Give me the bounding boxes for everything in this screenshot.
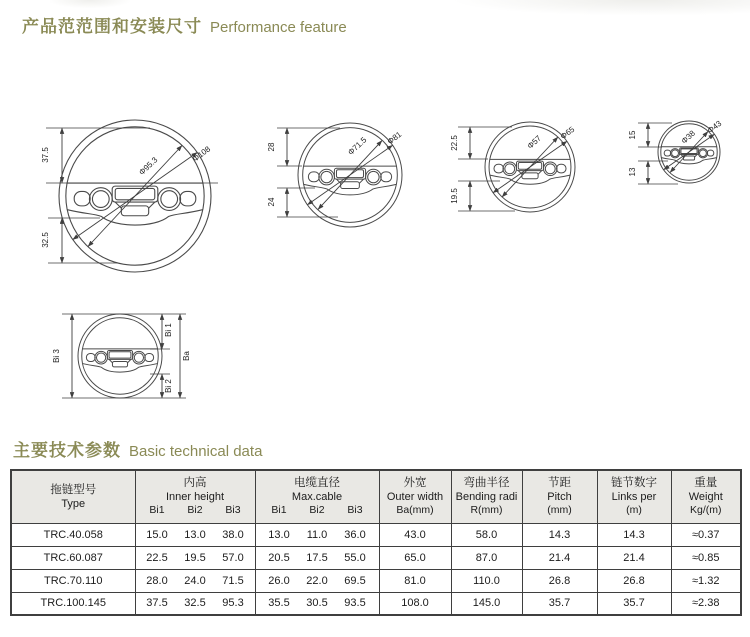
header-bending-radius xyxy=(451,470,522,523)
value-bi1: 13.0 xyxy=(268,528,290,541)
cell-pitch: 26.8 xyxy=(522,569,597,592)
cell-type: TRC.100.145 xyxy=(11,592,135,615)
cell-outer-width: 81.0 xyxy=(379,569,451,592)
table-row xyxy=(11,546,741,569)
cell-bending-radius: 145.0 xyxy=(451,592,522,615)
value-bi2: 32.5 xyxy=(184,597,206,610)
header-cable-bi1: Bi1 xyxy=(271,504,287,517)
inner-diameter-label: Φ71.5 xyxy=(346,135,369,157)
value-bi1: 26.0 xyxy=(268,574,290,587)
dim-label-bi1: Bi 1 xyxy=(164,323,173,337)
inner-diameter-label: Φ38 xyxy=(679,128,697,146)
value-bi1: 35.5 xyxy=(268,597,290,610)
value-bi1: 28.0 xyxy=(146,574,168,587)
header-inner-bi1: Bi1 xyxy=(149,504,165,517)
header-max-cable xyxy=(255,470,379,523)
value-bi1: 15.0 xyxy=(146,528,168,541)
value-bi1: 22.5 xyxy=(146,551,168,564)
header-outer-zh: 外宽 xyxy=(403,477,427,490)
height-dim-bottom-label: 13 xyxy=(628,167,637,177)
header-inner-bi2: Bi2 xyxy=(187,504,203,517)
header-type xyxy=(11,470,135,523)
basic-technical-data-table xyxy=(10,469,740,616)
dim-label-bi3: Bi 3 xyxy=(52,349,61,363)
header-type-zh: 拖链型号 xyxy=(50,483,97,496)
technical-section-title xyxy=(13,436,262,461)
cell-pitch: 14.3 xyxy=(522,523,597,546)
header-cable-bi3: Bi3 xyxy=(347,504,363,517)
cross-section-diagram-size-100 xyxy=(41,120,218,272)
cell-inner-height xyxy=(135,569,255,592)
header-inner-en: Inner height xyxy=(165,491,225,504)
mounting-dimension-diagram xyxy=(52,314,191,398)
cell-weight: ≈0.37 xyxy=(671,523,741,546)
height-dim-top-label: 28 xyxy=(267,142,276,152)
table-row xyxy=(11,592,741,615)
cell-outer-width: 43.0 xyxy=(379,523,451,546)
value-bi2: 19.5 xyxy=(184,551,206,564)
header-type-en: Type xyxy=(61,497,86,510)
header-inner-sub xyxy=(136,504,255,517)
header-bending-en: Bending radi xyxy=(455,491,518,504)
cell-type: TRC.60.087 xyxy=(11,546,135,569)
cell-links-per: 21.4 xyxy=(597,546,671,569)
cell-max-cable xyxy=(255,546,379,569)
cell-weight: ≈2.38 xyxy=(671,592,741,615)
header-cable-sub xyxy=(256,504,379,517)
height-dim-top-label: 15 xyxy=(628,130,637,140)
value-bi3: 93.5 xyxy=(344,597,366,610)
inner-diameter-label: Φ95.3 xyxy=(137,155,160,177)
header-links-en: Links per xyxy=(611,491,657,504)
cell-max-cable xyxy=(255,523,379,546)
cell-outer-width: 108.0 xyxy=(379,592,451,615)
header-links-unit: (m) xyxy=(626,504,642,517)
header-outer-width xyxy=(379,470,451,523)
cell-inner-height xyxy=(135,523,255,546)
cell-links-per: 14.3 xyxy=(597,523,671,546)
cross-section-diagram-size-60 xyxy=(450,122,577,212)
cross-section-diagram-size-70 xyxy=(267,123,404,227)
cell-type: TRC.70.110 xyxy=(11,569,135,592)
table-header-row xyxy=(11,470,741,523)
header-pitch-zh: 节距 xyxy=(548,477,571,490)
value-bi3: 95.3 xyxy=(222,597,244,610)
header-cable-zh: 电缆直径 xyxy=(294,477,340,490)
value-bi2: 30.5 xyxy=(306,597,328,610)
header-weight-zh: 重量 xyxy=(694,477,718,490)
header-inner-height xyxy=(135,470,255,523)
height-dim-top-label: 37.5 xyxy=(41,147,50,163)
header-outer-unit: Ba(mm) xyxy=(396,504,434,517)
height-dim-top-label: 22.5 xyxy=(450,135,459,151)
header-links-zh: 链节数字 xyxy=(611,477,657,490)
dim-label-ba: Ba xyxy=(182,351,191,361)
cell-links-per: 26.8 xyxy=(597,569,671,592)
cell-weight: ≈0.85 xyxy=(671,546,741,569)
value-bi3: 71.5 xyxy=(222,574,244,587)
cell-inner-height xyxy=(135,546,255,569)
outer-diameter-label: Φ43 xyxy=(705,118,724,136)
header-weight-unit: Kg/(m) xyxy=(690,504,722,517)
value-bi2: 24.0 xyxy=(184,574,206,587)
outer-diameter-label: Φ81 xyxy=(385,129,404,147)
dim-label-bi2: Bi 2 xyxy=(164,379,173,393)
header-pitch-unit: (mm) xyxy=(547,504,572,517)
header-weight xyxy=(671,470,741,523)
value-bi3: 38.0 xyxy=(222,528,244,541)
value-bi3: 36.0 xyxy=(344,528,366,541)
height-dim-bottom-label: 24 xyxy=(267,197,276,207)
outer-diameter-label: Φ108 xyxy=(190,144,213,164)
header-bending-unit: R(mm) xyxy=(470,504,503,517)
value-bi2: 22.0 xyxy=(306,574,328,587)
value-bi3: 57.0 xyxy=(222,551,244,564)
header-weight-en: Weight xyxy=(688,491,723,504)
header-bending-zh: 弯曲半径 xyxy=(463,477,510,490)
performance-title-en: Performance feature xyxy=(210,19,347,36)
value-bi2: 13.0 xyxy=(184,528,206,541)
header-cable-en: Max.cable xyxy=(291,491,343,504)
performance-title-zh: 产品范范围和安装尺寸 xyxy=(22,17,202,36)
inner-diameter-label: Φ57 xyxy=(525,133,543,151)
technical-title-en: Basic technical data xyxy=(129,443,263,460)
cell-links-per: 35.7 xyxy=(597,592,671,615)
table-row xyxy=(11,523,741,546)
cell-max-cable xyxy=(255,569,379,592)
header-links-per xyxy=(597,470,671,523)
value-bi3: 55.0 xyxy=(344,551,366,564)
value-bi2: 11.0 xyxy=(306,528,328,541)
cross-section-diagram-size-40 xyxy=(628,118,724,184)
cell-max-cable xyxy=(255,592,379,615)
value-bi1: 37.5 xyxy=(146,597,168,610)
value-bi1: 20.5 xyxy=(268,551,290,564)
height-dim-bottom-label: 19.5 xyxy=(450,188,459,204)
cell-bending-radius: 110.0 xyxy=(451,569,522,592)
cell-inner-height xyxy=(135,592,255,615)
cell-bending-radius: 58.0 xyxy=(451,523,522,546)
header-outer-en: Outer width xyxy=(386,491,444,504)
header-pitch xyxy=(522,470,597,523)
cell-pitch: 35.7 xyxy=(522,592,597,615)
value-bi2: 17.5 xyxy=(306,551,328,564)
technical-title-zh: 主要技术参数 xyxy=(13,441,121,460)
cell-bending-radius: 87.0 xyxy=(451,546,522,569)
header-pitch-en: Pitch xyxy=(547,491,572,504)
height-dim-bottom-label: 32.5 xyxy=(41,232,50,248)
table-row xyxy=(11,569,741,592)
header-cable-bi2: Bi2 xyxy=(309,504,325,517)
cell-pitch: 21.4 xyxy=(522,546,597,569)
outer-diameter-label: Φ65 xyxy=(558,124,577,142)
cell-outer-width: 65.0 xyxy=(379,546,451,569)
header-inner-zh: 内高 xyxy=(183,477,207,490)
value-bi3: 69.5 xyxy=(344,574,366,587)
cell-weight: ≈1.32 xyxy=(671,569,741,592)
cell-type: TRC.40.058 xyxy=(11,523,135,546)
header-inner-bi3: Bi3 xyxy=(225,504,241,517)
